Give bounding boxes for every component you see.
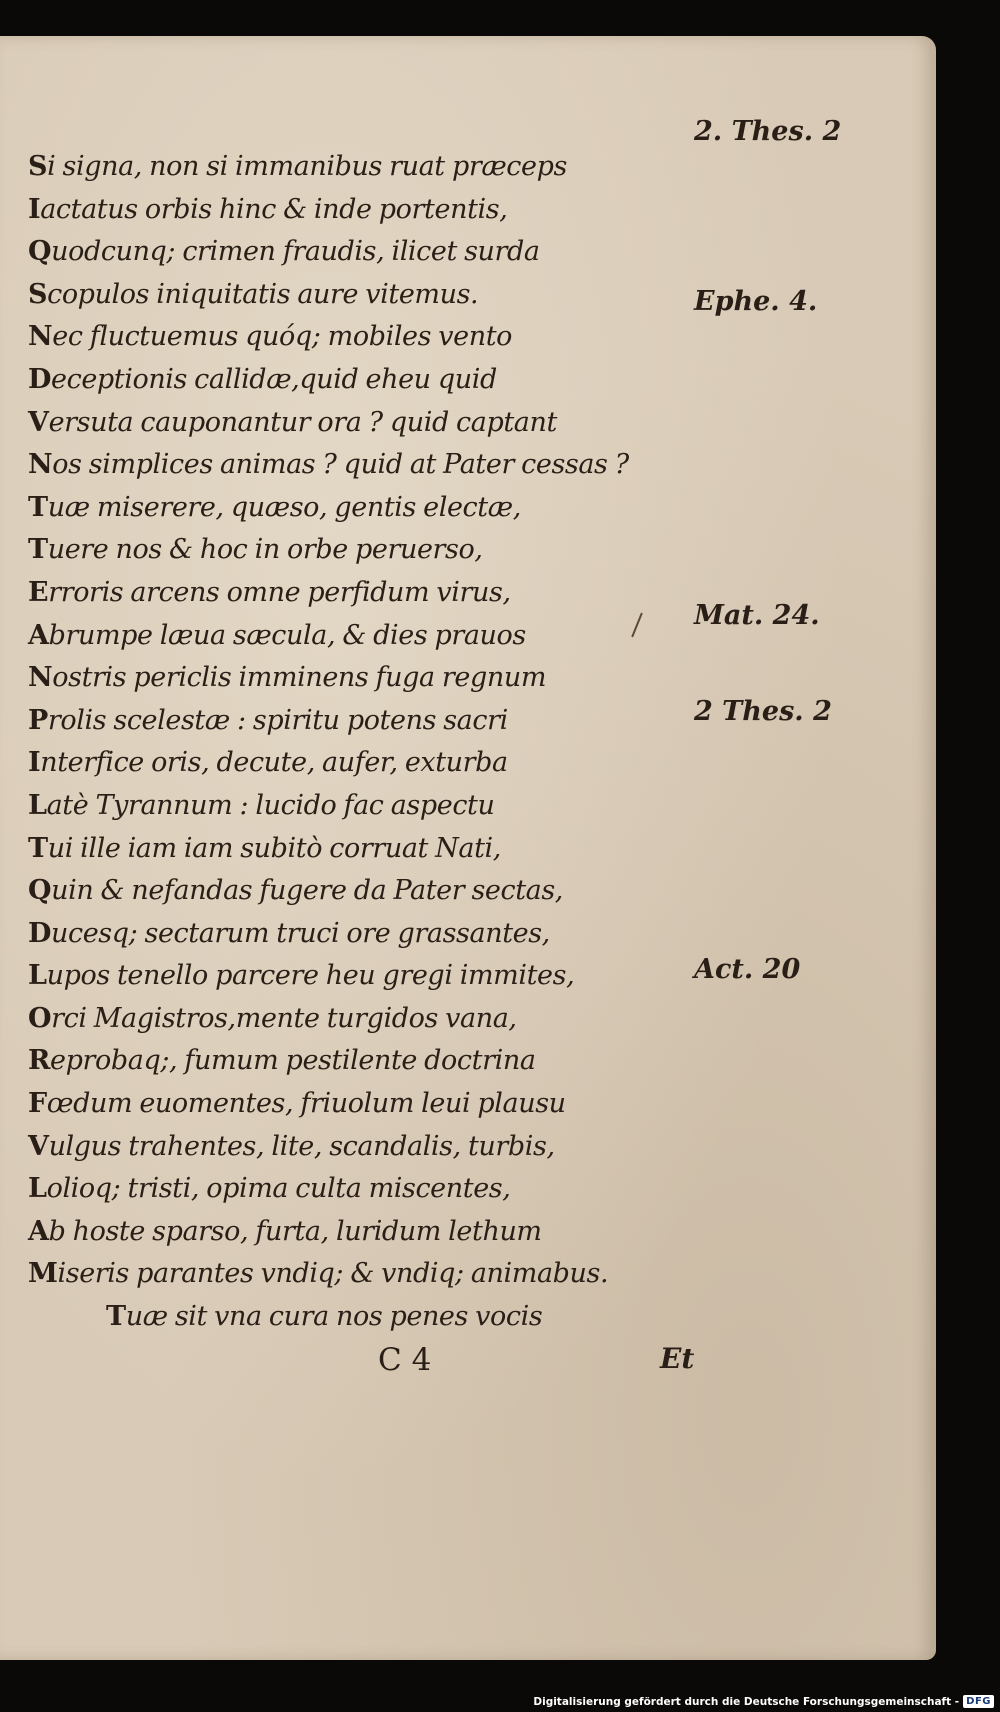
digitization-footer <box>533 1695 994 1708</box>
verse-line: Nostris periclis imminens fuga regnum <box>28 662 547 694</box>
verse-line: Ab hoste sparso, furta, luridum lethum <box>28 1215 542 1247</box>
verse-line: Quin & nefandas fugere da Pater sectas, <box>28 875 563 907</box>
margin-note: 2. Thes. 2 <box>694 116 842 147</box>
verse-line: Orci Magistros,mente turgidos vana, <box>28 1002 517 1034</box>
verse-line: Si signa, non si immanibus ruat præceps <box>28 151 567 182</box>
margin-note: Mat. 24. <box>694 600 820 631</box>
verse-line: Lupos tenello parcere heu gregi immites, <box>28 960 575 992</box>
verse-line: Erroris arcens omne perfidum virus, <box>28 576 511 608</box>
verse-line: Tuæ sit vna cura nos penes vocis <box>106 1301 543 1333</box>
footer-credit: Digitalisierung gefördert durch die Deutsche Forschungsgemeinschaft - <box>533 1695 960 1708</box>
verse-line: Ducesq; sectarum truci ore grassantes, <box>28 917 550 949</box>
verse-line: Vulgus trahentes, lite, scandalis, turbis, <box>28 1130 555 1162</box>
book-page <box>0 36 936 1660</box>
verse-line: Tuere nos & hoc in orbe peruerso, <box>28 534 483 566</box>
margin-stroke <box>631 613 643 638</box>
verse-line: Fœdum euomentes, friuolum leui plausu <box>28 1088 566 1120</box>
verse-line: Interfice oris, decute, aufer, exturba <box>28 747 508 779</box>
verse-line: Latè Tyrannum : lucido fac aspectu <box>28 789 495 821</box>
margin-note: Act. 20 <box>694 954 801 985</box>
signature-mark: C 4 <box>378 1342 432 1378</box>
verse-text <box>28 146 629 1339</box>
verse-line: Miseris parantes vndiq; & vndiq; animabus. <box>28 1258 609 1290</box>
dfg-logo: DFG <box>963 1695 994 1708</box>
catchword: Et <box>660 1342 695 1375</box>
verse-line: Iactatus orbis hinc & inde portentis, <box>28 193 508 225</box>
verse-line: Deceptionis callidæ,quid eheu quid <box>28 363 497 395</box>
verse-line: Versuta cauponantur ora ? quid captant <box>28 406 557 438</box>
verse-line: Tui ille iam iam subitò corruat Nati, <box>28 832 501 864</box>
verse-line: Tuæ miserere, quæso, gentis electæ, <box>28 491 521 523</box>
verse-line: Reprobaq;, fumum pestilente doctrina <box>28 1045 536 1077</box>
margin-note: 2 Thes. 2 <box>694 696 832 727</box>
margin-note: Ephe. 4. <box>694 286 818 317</box>
verse-line: Abrumpe læua sæcula, & dies prauos <box>28 619 526 651</box>
verse-line: Scopulos iniquitatis aure vitemus. <box>28 278 479 310</box>
verse-line: Prolis scelestæ : spiritu potens sacri <box>28 704 508 736</box>
verse-line: Lolioq; tristi, opima culta miscentes, <box>28 1173 511 1205</box>
verse-line: Quodcunq; crimen fraudis, ilicet surda <box>28 236 540 268</box>
verse-line: Nos simplices animas ? quid at Pater cessas ? <box>28 449 629 481</box>
verse-line: Nec fluctuemus quóq; mobiles vento <box>28 321 512 353</box>
